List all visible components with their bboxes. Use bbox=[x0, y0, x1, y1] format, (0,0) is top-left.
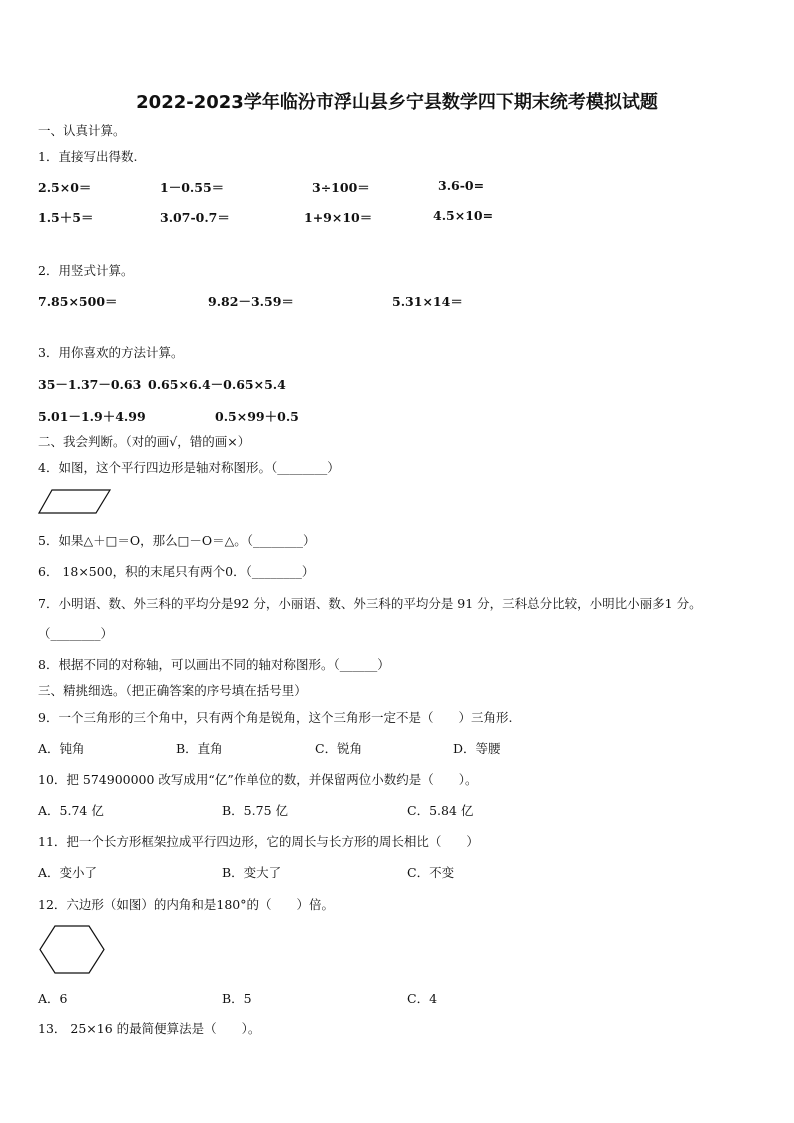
q9-option-d: D．等腰 bbox=[453, 741, 501, 756]
q12-stem: 12．六边形（如图）的内角和是180°的（ ）倍。 bbox=[38, 897, 335, 912]
q3-item: 0.65×6.4－0.65×5.4 bbox=[148, 377, 286, 392]
q10-stem: 10．把 574900000 改写成用“亿”作单位的数，并保留两位小数约是（ ）。 bbox=[38, 772, 478, 787]
q10-option-c: C．5.84 亿 bbox=[407, 803, 474, 818]
q6-text: 6． 18×500，积的末尾只有两个0．（________） bbox=[38, 564, 315, 579]
q11-option-c: C．不变 bbox=[407, 865, 455, 880]
q2-item: 5.31×14＝ bbox=[392, 294, 463, 309]
q4-text: 4．如图，这个平行四边形是轴对称图形。（________） bbox=[38, 460, 340, 475]
q1-item: 1－0.55＝ bbox=[160, 180, 225, 195]
q1-stem: 1．直接写出得数. bbox=[38, 149, 138, 164]
q1-item: 1.5＋5＝ bbox=[38, 210, 94, 225]
q12-option-a: A．6 bbox=[38, 991, 68, 1006]
q2-item: 9.82－3.59＝ bbox=[208, 294, 294, 309]
q5-text: 5．如果△＋□＝O，那么□－O＝△。（________） bbox=[38, 533, 316, 548]
q9-option-a: A．钝角 bbox=[38, 741, 85, 756]
q11-option-a: A．变小了 bbox=[38, 865, 98, 880]
q8-text: 8．根据不同的对称轴，可以画出不同的轴对称图形。（______） bbox=[38, 657, 390, 672]
section-1-heading: 一、认真计算。 bbox=[38, 123, 126, 138]
q7-text: 7．小明语、数、外三科的平均分是92 分，小丽语、数、外三科的平均分是 91 分，三科总分比较，小明比小丽多1 分。 bbox=[38, 596, 702, 611]
q3-item: 5.01－1.9＋4.99 bbox=[38, 409, 146, 424]
q9-option-c: C．锐角 bbox=[315, 741, 363, 756]
q10-option-a: A．5.74 亿 bbox=[38, 803, 104, 818]
q9-stem: 9．一个三角形的三个角中，只有两个角是锐角，这个三角形一定不是（ ）三角形. bbox=[38, 710, 513, 725]
section-3-heading: 三、精挑细选。（把正确答案的序号填在括号里） bbox=[38, 683, 307, 698]
q3-stem: 3．用你喜欢的方法计算。 bbox=[38, 345, 184, 360]
q2-item: 7.85×500＝ bbox=[38, 294, 118, 309]
parallelogram-figure bbox=[38, 489, 112, 515]
q11-option-b: B．变大了 bbox=[222, 865, 282, 880]
q1-item: 1+9×10＝ bbox=[304, 210, 373, 225]
q2-stem: 2．用竖式计算。 bbox=[38, 263, 134, 278]
q11-stem: 11．把一个长方形框架拉成平行四边形，它的周长与长方形的周长相比（ ） bbox=[38, 834, 479, 849]
q9-option-b: B．直角 bbox=[176, 741, 223, 756]
q3-item: 35－1.37－0.63 bbox=[38, 377, 142, 392]
q7-answer-blank: （________） bbox=[38, 626, 114, 641]
q1-item: 3.6-0= bbox=[438, 178, 485, 193]
page-title: 2022-2023学年临汾市浮山县乡宁县数学四下期末统考模拟试题 bbox=[136, 92, 658, 113]
q3-item: 0.5×99＋0.5 bbox=[215, 409, 299, 424]
q12-option-c: C．4 bbox=[407, 991, 438, 1006]
q1-item: 4.5×10= bbox=[433, 208, 494, 223]
q1-item: 2.5×0＝ bbox=[38, 180, 92, 195]
hexagon-figure bbox=[38, 925, 106, 975]
q12-option-b: B．5 bbox=[222, 991, 252, 1006]
q10-option-b: B．5.75 亿 bbox=[222, 803, 288, 818]
q1-item: 3.07-0.7＝ bbox=[160, 210, 230, 225]
q13-stem: 13． 25×16 的最简便算法是（ ）。 bbox=[38, 1021, 261, 1036]
q1-item: 3÷100＝ bbox=[312, 180, 370, 195]
section-2-heading: 二、我会判断。（对的画√，错的画×） bbox=[38, 434, 251, 449]
